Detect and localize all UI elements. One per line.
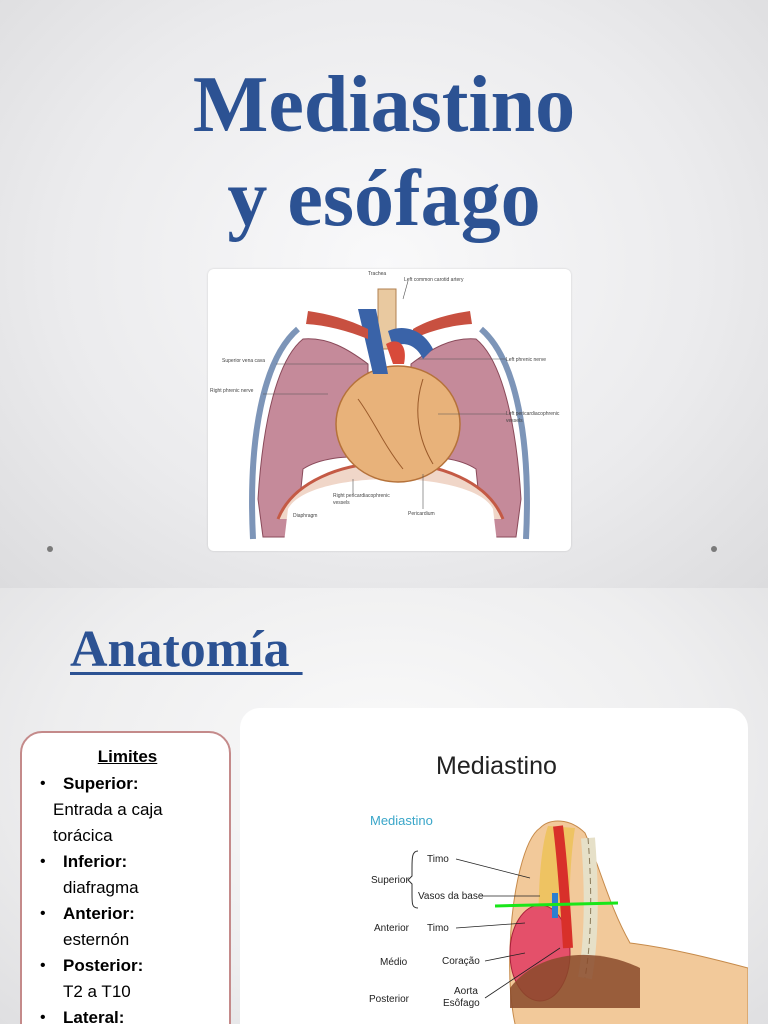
structure-label-timo-1: Timo bbox=[427, 854, 449, 865]
structure-label-coracao: Coração bbox=[442, 956, 480, 967]
fig-label-top: Trachea bbox=[368, 271, 387, 277]
limits-list bbox=[40, 771, 215, 1024]
limit-item bbox=[40, 901, 215, 953]
limit-label: Anterior: bbox=[63, 904, 135, 923]
limits-heading: Limites bbox=[97, 747, 158, 766]
slide-anatomy bbox=[0, 588, 768, 1024]
fig-label-diaphragm: Diaphragm bbox=[293, 513, 318, 519]
structure-label-vasos: Vasos da base bbox=[418, 891, 484, 902]
figure-subtitle: Mediastino bbox=[370, 813, 433, 828]
limit-value: diafragma bbox=[63, 878, 139, 897]
region-label-anterior: Anterior bbox=[374, 923, 410, 934]
limit-value: esternón bbox=[63, 930, 130, 949]
structure-label-esofago: Esôfago bbox=[443, 998, 480, 1009]
limit-value: Entrada a caja torácica bbox=[53, 800, 163, 845]
fig-label-right-phrenic: Right phrenic nerve bbox=[210, 388, 254, 394]
fig-label-pericardium: Pericardium bbox=[408, 511, 435, 517]
limit-value: T2 a T10 bbox=[63, 982, 131, 1001]
slide-dot-left bbox=[47, 546, 53, 552]
region-label-posterior: Posterior bbox=[369, 994, 410, 1005]
fig-label-vessels: vessels bbox=[506, 418, 523, 424]
limit-item bbox=[40, 1005, 215, 1024]
region-label-medio: Médio bbox=[380, 957, 408, 968]
slide-dot-right bbox=[711, 546, 717, 552]
mediastinum-section-diagram bbox=[240, 708, 748, 1024]
section-title: Anatomía bbox=[70, 621, 303, 678]
fig-label-left-phrenic: Left phrenic nerve bbox=[506, 357, 547, 363]
structure-label-timo-2: Timo bbox=[427, 923, 449, 934]
fig-label-carotid: Left common carotid artery bbox=[404, 277, 464, 283]
limit-label: Inferior: bbox=[63, 852, 128, 871]
limit-item bbox=[40, 771, 215, 849]
limit-label: Posterior: bbox=[63, 956, 144, 975]
region-label-superior: Superior bbox=[371, 875, 409, 886]
fig-label-right-pericardio: Right pericardiacophrenic bbox=[333, 493, 390, 499]
fig-label-vessels-2: vessels bbox=[333, 500, 350, 506]
limit-label: Superior: bbox=[63, 774, 139, 793]
title-line-2: y esófago bbox=[227, 155, 541, 243]
fig-label-left-pericardio: Left pericardiacophrenic bbox=[506, 411, 560, 417]
limit-label: Lateral: bbox=[63, 1008, 125, 1024]
limit-item bbox=[40, 953, 215, 1005]
figure-title: Mediastino bbox=[436, 752, 557, 780]
structure-label-aorta: Aorta bbox=[454, 986, 478, 997]
bullet-icon: • bbox=[40, 957, 46, 974]
bullet-icon: • bbox=[40, 905, 46, 922]
limits-box bbox=[20, 731, 231, 1024]
limit-item bbox=[40, 849, 215, 901]
bullet-icon: • bbox=[40, 775, 46, 792]
mediastinum-illustration bbox=[208, 269, 571, 551]
bullet-icon: • bbox=[40, 1009, 46, 1024]
thorax-diagram bbox=[208, 269, 571, 551]
title-line-1: Mediastino bbox=[192, 61, 576, 149]
bullet-icon: • bbox=[40, 853, 46, 870]
slide-title-heading bbox=[0, 58, 768, 246]
fig-label-svc: Superior vena cava bbox=[222, 358, 266, 364]
mediastinum-figure-panel bbox=[240, 708, 748, 1024]
